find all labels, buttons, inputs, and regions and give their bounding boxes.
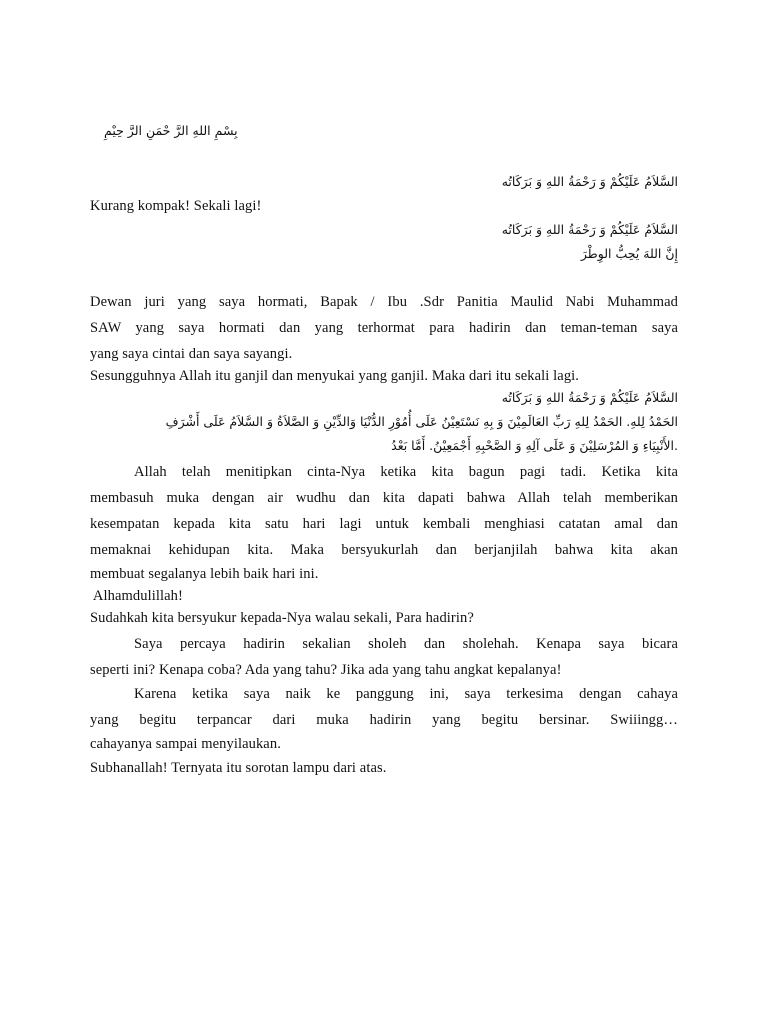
paragraph-3-line-1: Saya percaya hadirin sekalian sholeh dan sholehah. Kenapa saya bicara xyxy=(134,636,678,652)
salam-greeting-2: السَّلاَمُ عَلَيْكُمْ وَ رَحْمَةُ اللهِ وَ بَرَكَاتُه xyxy=(501,222,678,237)
kurang-kompak-line: Kurang kompak! Sekali lagi! xyxy=(90,198,262,214)
paragraph-3-line-2: seperti ini? Kenapa coba? Ada yang tahu? Jika ada yang tahu angkat kepalanya! xyxy=(90,662,562,678)
sudahkah-line: Sudahkah kita bersyukur kepada-Nya walau sekali, Para hadirin? xyxy=(90,610,474,626)
paragraph-2-line-5: membuat segalanya lebih baik hari ini. xyxy=(90,566,319,582)
paragraph-1-line-1: Dewan juri yang saya hormati, Bapak / Ibu .Sdr Panitia Maulid Nabi Muhammad xyxy=(90,294,678,310)
hamdalah-line-2: .الأَنْبِيَاءِ وَ المُرْسَلِيْنَ وَ عَلَى آلِهِ وَ الصَّحْبِهِ أَجْمَعِيْنُ. أَمَّا بَعْدُ xyxy=(391,438,678,453)
paragraph-2-line-2: membasuh muka dengan air wudhu dan kita dapati bahwa Allah telah memberikan xyxy=(90,490,678,506)
document-page xyxy=(90,0,678,1024)
basmalah: بِسْمِ اللهِ الرَّ حْمَنِ الرَّ حِيْمِ xyxy=(104,123,238,138)
subhanallah-line: Subhanallah! Ternyata itu sorotan lampu dari atas. xyxy=(90,760,387,776)
paragraph-2-line-4: memaknai kehidupan kita. Maka bersyukurlah dan berjanjilah bahwa kita akan xyxy=(90,542,678,558)
paragraph-1-line-2: SAW yang saya hormati dan yang terhormat para hadirin dan teman-teman saya xyxy=(90,320,678,336)
paragraph-4-line-3: cahayanya sampai menyilaukan. xyxy=(90,736,281,752)
paragraph-1-line-3: yang saya cintai dan saya sayangi. xyxy=(90,346,293,362)
alhamdulillah-line: Alhamdulillah! xyxy=(90,588,183,604)
paragraph-4-line-2: yang begitu terpancar dari muka hadirin yang begitu bersinar. Swiiingg… xyxy=(90,712,678,728)
hadith-line: إِنَّ اللهَ يُحِبُّ الوِطْرَ xyxy=(580,246,678,261)
sesungguhnya-line: Sesungguhnya Allah itu ganjil dan menyukai yang ganjil. Maka dari itu sekali lagi. xyxy=(90,368,580,384)
paragraph-4-line-1: Karena ketika saya naik ke panggung ini, saya terkesima dengan cahaya xyxy=(134,686,678,702)
paragraph-2-line-1: Allah telah menitipkan cinta-Nya ketika kita bagun pagi tadi. Ketika kita xyxy=(134,464,678,480)
salam-greeting-3: السَّلاَمُ عَلَيْكُمْ وَ رَحْمَةُ اللهِ وَ بَرَكَاتُه xyxy=(501,390,678,405)
salam-greeting-1: السَّلاَمُ عَلَيْكُمْ وَ رَحْمَةُ اللهِ وَ بَرَكَاتُه xyxy=(501,174,678,189)
paragraph-2-line-3: kesempatan kepada kita satu hari lagi untuk kembali menghiasi catatan amal dan xyxy=(90,516,678,532)
hamdalah-line-1: الحَمْدُ لِلهِ. الحَمْدُ لِلهِ رَبِّ العَالَمِيْنَ وَ بِهِ نَسْتَعِيْنُ عَلَى أُمُوْرِ الدُّنْيَا وَالدِّيْنِ وَ الصَّلاَةُ وَ السَّلاَمُ عَلَى أَشْرَفِ xyxy=(165,414,678,429)
